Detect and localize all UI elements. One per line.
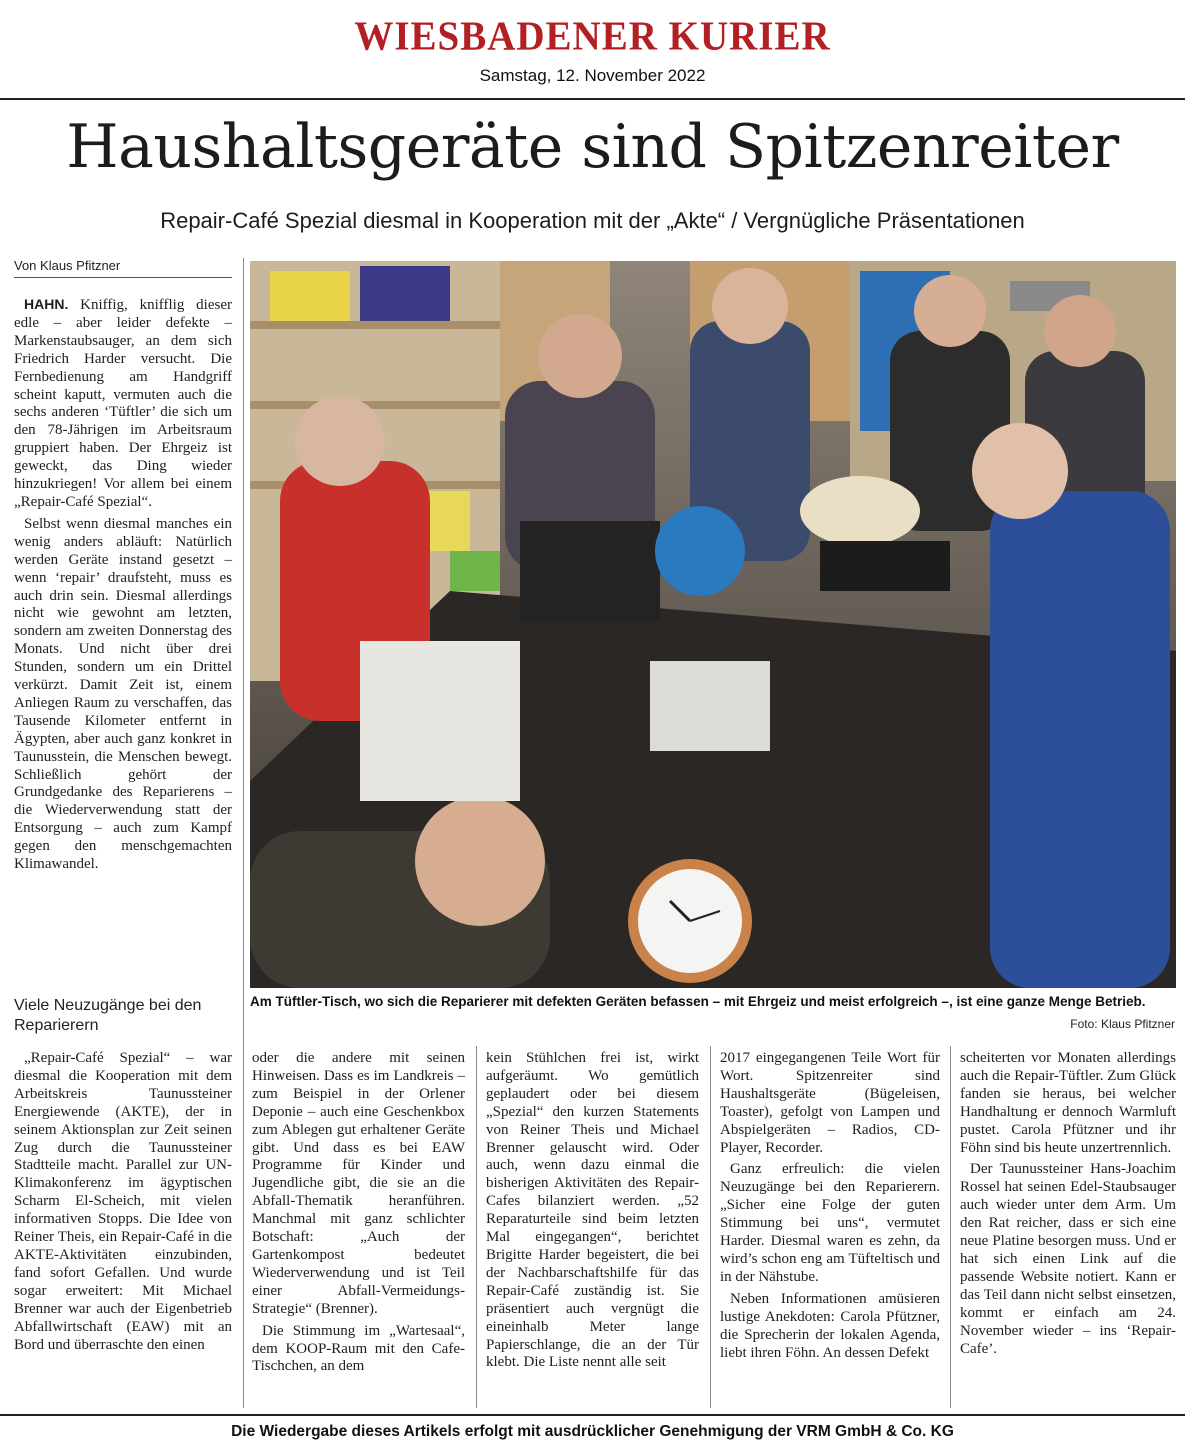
column-divider [710, 1046, 711, 1408]
paragraph: Ganz erfreulich: die vielen Neuzugänge bei den Reparierern. „Sicher eine Folge der guten Stimmung bei uns“, vermutet Harder. Diesmal waren es zehn, da wird’s schon eng am Tüfteltisch und in der Nähstube. [720, 1161, 940, 1285]
paragraph: Die Stimmung im „Wartesaal“, dem KOOP-Raum mit den Cafe-Tischchen, an dem [252, 1322, 465, 1375]
paragraph: Der Taunussteiner Hans-Joachim Rossel hat seinen Edel-Staubsauger auch wieder unter dem Arm. Um den Rat reicher, dass er sich eine neue Platine besorgen muss. Und er hat sich einen Link auf die passende Website notiert. Kann er das Teil dann nicht selbst einsetzen, kommt er einfach am 24. November wieder – ins ‘Repair-Cafe’. [960, 1161, 1176, 1357]
paragraph: „Repair-Café Spezial“ – war diesmal die Kooperation mit dem Arbeitskreis Taunussteiner Energiewende (AKTE), der in seinem Aktionsplan zur Zeit seinen Zug durch die Taunussteiner Stadtteile macht. Parallel zur UN-Klimakonferenz im ägyptischen Scharm El-Scheich, mit vielen informativen Stopps. Die Idee von Reiner Theis, ein Repair-Café in die AKTE-Aktivitäten einzubinden, fand sofort Gefallen. Und wurde sogar erweitert: Mit Michael Brenner war auch der Eigenbetrieb Abfallwirtschaft (EAW) mit an Bord und überraschte den einen [14, 1050, 232, 1353]
subheadline: Repair-Café Spezial diesmal in Kooperation mit der „Akte“ / Vergnügliche Präsentationen [160, 208, 1025, 233]
paragraph: oder die andere mit seinen Hinweisen. Dass es im Landkreis – zum Beispiel in der Orlener Deponie – auch eine Geschenkbox zum Ablegen gut erhaltener Geräte gibt. Und dass es bei EAW Programme für Kinder und Jugendliche gibt, die sie an die Abfall-Thematik heranführen. Manchmal mit ganz schlichter Botschaft: „Auch der Gartenkompost bedeutet Wiederverwendung und ist Teil einer Abfall-Vermeidungs-Strategie“ (Brenner). [252, 1050, 465, 1317]
dateline: HAHN. [24, 296, 69, 312]
article-column-1-bottom [14, 1050, 232, 1358]
paragraph: Neben Informationen amüsieren lustige Anekdoten: Carola Pfützner, die Sprecherin der lokalen Agenda, liebt ihren Föhn. An dessen Defekt [720, 1290, 940, 1361]
column-divider [950, 1046, 951, 1408]
lead-paragraph [14, 296, 232, 512]
paragraph: Selbst wenn diesmal manches ein wenig anders abläuft: Natürlich werden Geräte instand gesetzt – wenn ‘repair’ draufsteht, muss es auch drin sein. Diesmal allerdings nicht wie gewohnt am letzten, sondern am zweiten Donnerstag des Monats. Und nicht über drei Stunden, sondern um ein Drittel verkürzt. Damit Zeit ist, einem Anliegen Raum zu verschaffen, das Tausende Kilometer entfernt in Ägypten, aber auch ganz konkret in Taunusstein, die Menschen bewegt. Schließlich gehört der Grundgedanke des Reparierens – die Wiederverwendung statt der Entsorgung – auch zum Kampf gegen den menschgemachten Klimawandel. [14, 515, 232, 873]
paragraph: 2017 eingegangenen Teile Wort für Wort. Spitzenreiter sind Haushaltsgeräte (Bügeleisen, Toaster), gefolgt von Lampen und Abspielgeräten – Radios, CD-Player, Recorder. [720, 1050, 940, 1156]
article-column-3 [486, 1050, 699, 1376]
column-divider [243, 258, 244, 1408]
photo-credit: Foto: Klaus Pfitzner [1070, 1017, 1175, 1031]
footer-divider [0, 1414, 1185, 1416]
repair-cafe-photo [250, 261, 1176, 988]
issue-date: Samstag, 12. November 2022 [479, 66, 706, 85]
headline: Haushaltsgeräte sind Spitzenreiter [66, 112, 1119, 182]
paragraph: scheiterten vor Monaten allerdings auch die Repair-Tüftler. Zum Glück fanden sie heraus, bei welcher Handhaltung er dennoch Warmluft pustet. Carola Pfützner und ihr Föhn sind bis heute unzertrennlich. [960, 1050, 1176, 1156]
header-divider [0, 98, 1185, 100]
section-subtitle: Viele Neuzugänge bei den Reparierern [14, 997, 202, 1034]
article-photo [250, 261, 1176, 988]
column-divider [476, 1046, 477, 1408]
masthead-logo: WIESBADENER KURIER [354, 13, 831, 60]
article-column-5 [960, 1050, 1176, 1362]
photo-caption: Am Tüftler-Tisch, wo sich die Reparierer mit defekten Geräten befassen – mit Ehrgeiz und meist erfolgreich –, ist eine ganze Menge Betrieb. [250, 994, 1146, 1009]
article-column-4 [720, 1050, 940, 1366]
byline: Von Klaus Pfitzner [14, 258, 232, 278]
reprint-notice: Die Wiedergabe dieses Artikels erfolgt mit ausdrücklicher Genehmigung der VRM GmbH & Co. KG [231, 1423, 954, 1440]
article-column-2 [252, 1050, 465, 1380]
article-column-1 [14, 296, 232, 878]
lead-text: Kniffig, knifflig dieser edle – aber leider defekte – Markenstaubsauger, an dem sich Friedrich Harder versucht. Die Fernbedienung am Handgriff scheint kaputt, vermuten auch die sechs anderen ‘Tüftler’ die sich um den 78-Jährigen im Arbeitsraum gruppiert haben. Der Ehrgeiz ist geweckt, das Ding wieder hinzukriegen! Vor allem bei einem „Repair-Café Spezial“. [14, 297, 232, 510]
paragraph: kein Stühlchen frei ist, wirkt aufgeräumt. Wo gemütlich geplaudert oder bei diesem „Spezial“ den kurzen Statements von Reiner Theis und Michael Brenner gelauscht wird. Oder auch, wenn dazu einmal die bisherigen Aktivitäten des Repair-Cafes bilanziert werden. „52 Reparaturteile sind beim letzten Mal eingegangen“, berichtet Brigitte Harder begeistert, die bei der Nachbarschaftshilfe für das Repair-Café zuständig ist. Sie präsentiert auch vergnügt die eineinhalb Meter lange Papierschlange, die an der Tür klebt. Die Liste nennt alle seit [486, 1050, 699, 1371]
